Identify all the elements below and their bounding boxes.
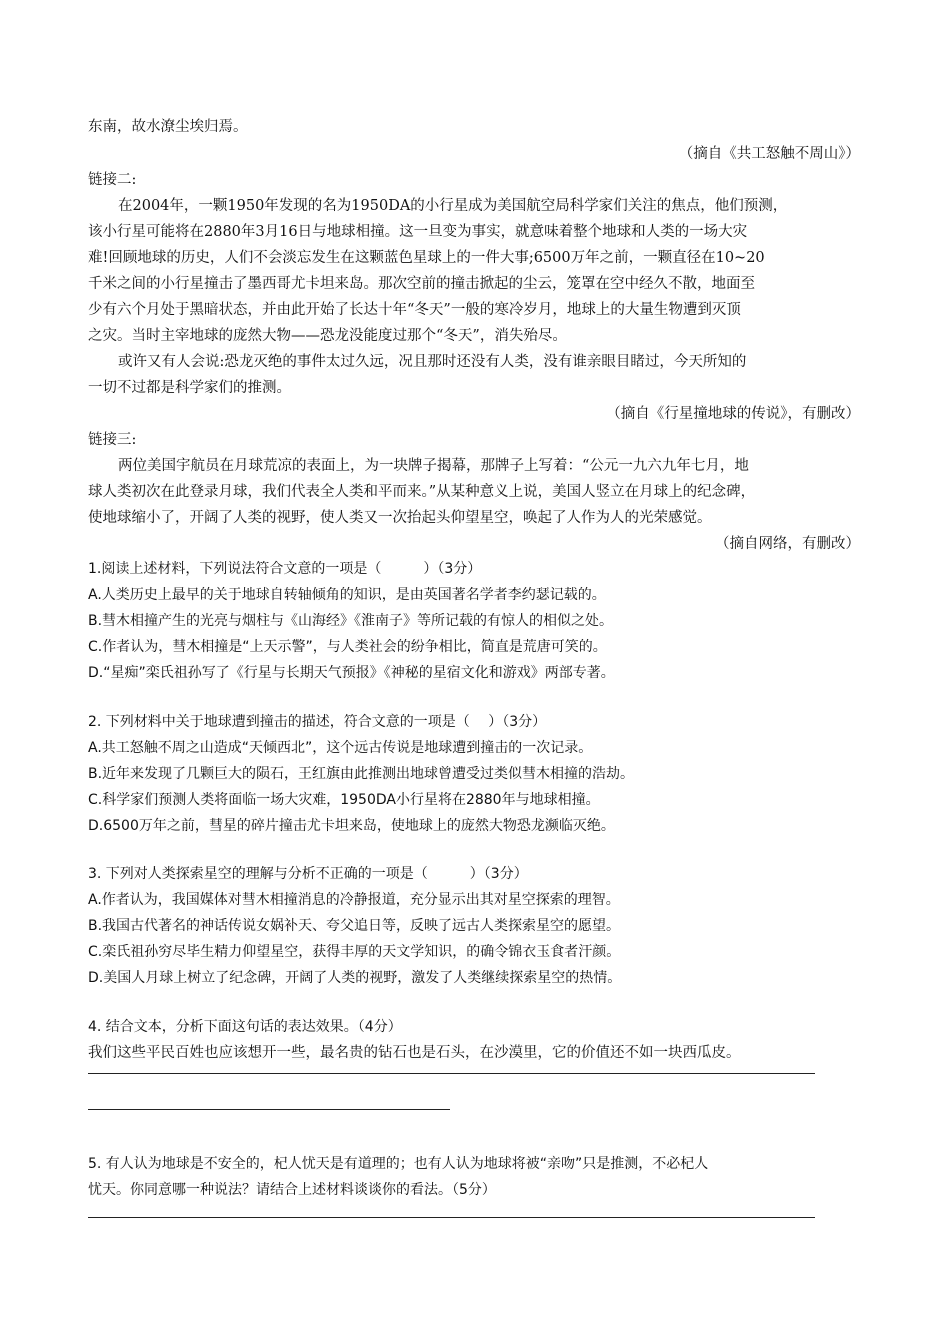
question-3-option-c: C.栾氏祖孙穷尽毕生精力仰望星空，获得丰厚的天文学知识，的确令锦衣玉食者汗颜。: [88, 944, 621, 960]
question-1-option-b: B.彗木相撞产生的光亮与烟柱与《山海经》《淮南子》等所记载的有惊人的相似之处。: [88, 613, 614, 629]
passage-line: 球人类初次在此登录月球，我们代表全人类和平而来。”从某种意义上说，美国人竖立在月球上的纪念碑，: [88, 484, 756, 500]
question-1-option-d: D.“星痴”栾氏祖孙写了《行星与长期天气预报》《神秘的星宿文化和游戏》两部专著。: [88, 665, 615, 681]
passage-line: 少有六个月处于黑暗状态，并由此开始了长达十年“冬天”一般的寒冷岁月，地球上的大量生物遭到灭顶: [88, 302, 741, 318]
answer-line[interactable]: [88, 1217, 815, 1218]
question-1-stem: 1.阅读上述材料，下列说法符合文意的一项是（ ）（3分）: [88, 561, 482, 577]
answer-line[interactable]: [88, 1109, 450, 1110]
question-1-option-c: C.作者认为，彗木相撞是“上天示警”，与人类社会的纷争相比，简直是荒唐可笑的。: [88, 639, 607, 655]
question-4-stem: 4. 结合文本，分析下面这句话的表达效果。（4分）: [88, 1019, 402, 1035]
question-1-option-a: A.人类历史上最早的关于地球自转轴倾角的知识，是由英国著名学者李约瑟记载的。: [88, 587, 606, 603]
link-two-title: 链接二:: [88, 172, 137, 188]
question-3-option-b: B.我国古代著名的神话传说女娲补天、夸父追日等，反映了远古人类探索星空的愿望。: [88, 918, 621, 934]
question-2-option-a: A.共工怒触不周之山造成“天倾西北”，这个远古传说是地球遭到撞击的一次记录。: [88, 740, 593, 756]
passage-line: 一切不过都是科学家们的推测。: [88, 380, 291, 396]
source-citation: （摘自《行星撞地球的传说》，有删改）: [606, 406, 860, 422]
passage-line: 两位美国宇航员在月球荒凉的表面上，为一块牌子揭幕，那牌子上写着：“公元一九六九年七月，地: [118, 458, 749, 474]
passage-line: 难!回顾地球的历史，人们不会淡忘发生在这颗蓝色星球上的一件大事;6500万年之前，一颗直径在10~20: [88, 250, 765, 266]
question-2-stem: 2. 下列材料中关于地球遭到撞击的描述，符合文意的一项是（ ）（3分）: [88, 714, 547, 730]
question-5-stem-continued: 忧天。你同意哪一种说法？请结合上述材料谈谈你的看法。（5分）: [88, 1182, 496, 1198]
question-2-option-b: B.近年来发现了几颗巨大的陨石，王红旗由此推测出地球曾遭受过类似彗木相撞的浩劫。: [88, 766, 635, 782]
link-three-title: 链接三:: [88, 432, 137, 448]
source-citation: （摘自《共工怒触不周山》）: [678, 146, 860, 162]
source-citation: （摘自网络，有删改）: [715, 536, 860, 552]
passage-line: 在2004年，一颗1950年发现的名为1950DA的小行星成为美国航空局科学家们关注的焦点，他们预测，: [118, 198, 788, 214]
passage-line: 使地球缩小了，开阔了人类的视野，使人类又一次抬起头仰望星空，唤起了人作为人的光荣感觉。: [88, 510, 712, 526]
question-2-option-d: D.6500万年之前，彗星的碎片撞击尤卡坦来岛，使地球上的庞然大物恐龙濒临灭绝。: [88, 818, 615, 834]
question-3-stem: 3. 下列对人类探索星空的理解与分析不正确的一项是（ ）（3分）: [88, 866, 528, 882]
answer-line[interactable]: [88, 1073, 815, 1074]
passage-line: 该小行星可能将在2880年3月16日与地球相撞。这一旦变为事实，就意味着整个地球和人类的一场大灾: [88, 224, 748, 240]
question-3-option-a: A.作者认为，我国媒体对彗木相撞消息的冷静报道，充分显示出其对星空探索的理智。: [88, 892, 620, 908]
question-2-option-c: C.科学家们预测人类将面临一场大灾难，1950DA小行星将在2880年与地球相撞。: [88, 792, 600, 808]
question-4-quote: 我们这些平民百姓也应该想开一些，最名贵的钻石也是石头，在沙漠里，它的价值还不如一块西瓜皮。: [88, 1045, 741, 1061]
passage-line: 东南，故水潦尘埃归焉。: [88, 119, 248, 135]
question-3-option-d: D.美国人月球上树立了纪念碑，开阔了人类的视野，激发了人类继续探索星空的热情。: [88, 970, 622, 986]
passage-line: 之灾。当时主宰地球的庞然大物——恐龙没能度过那个“冬天”，消失殆尽。: [88, 328, 567, 344]
question-5-stem: 5. 有人认为地球是不安全的，杞人忧天是有道理的；也有人认为地球将被“亲吻”只是推测，不必杞人: [88, 1156, 709, 1172]
passage-line: 千米之间的小行星撞击了墨西哥尤卡坦来岛。那次空前的撞击掀起的尘云，笼罩在空中经久不散，地面至: [88, 276, 755, 292]
passage-line: 或许又有人会说:恐龙灭绝的事件太过久远，况且那时还没有人类，没有谁亲眼目睹过，今天所知的: [118, 354, 747, 370]
